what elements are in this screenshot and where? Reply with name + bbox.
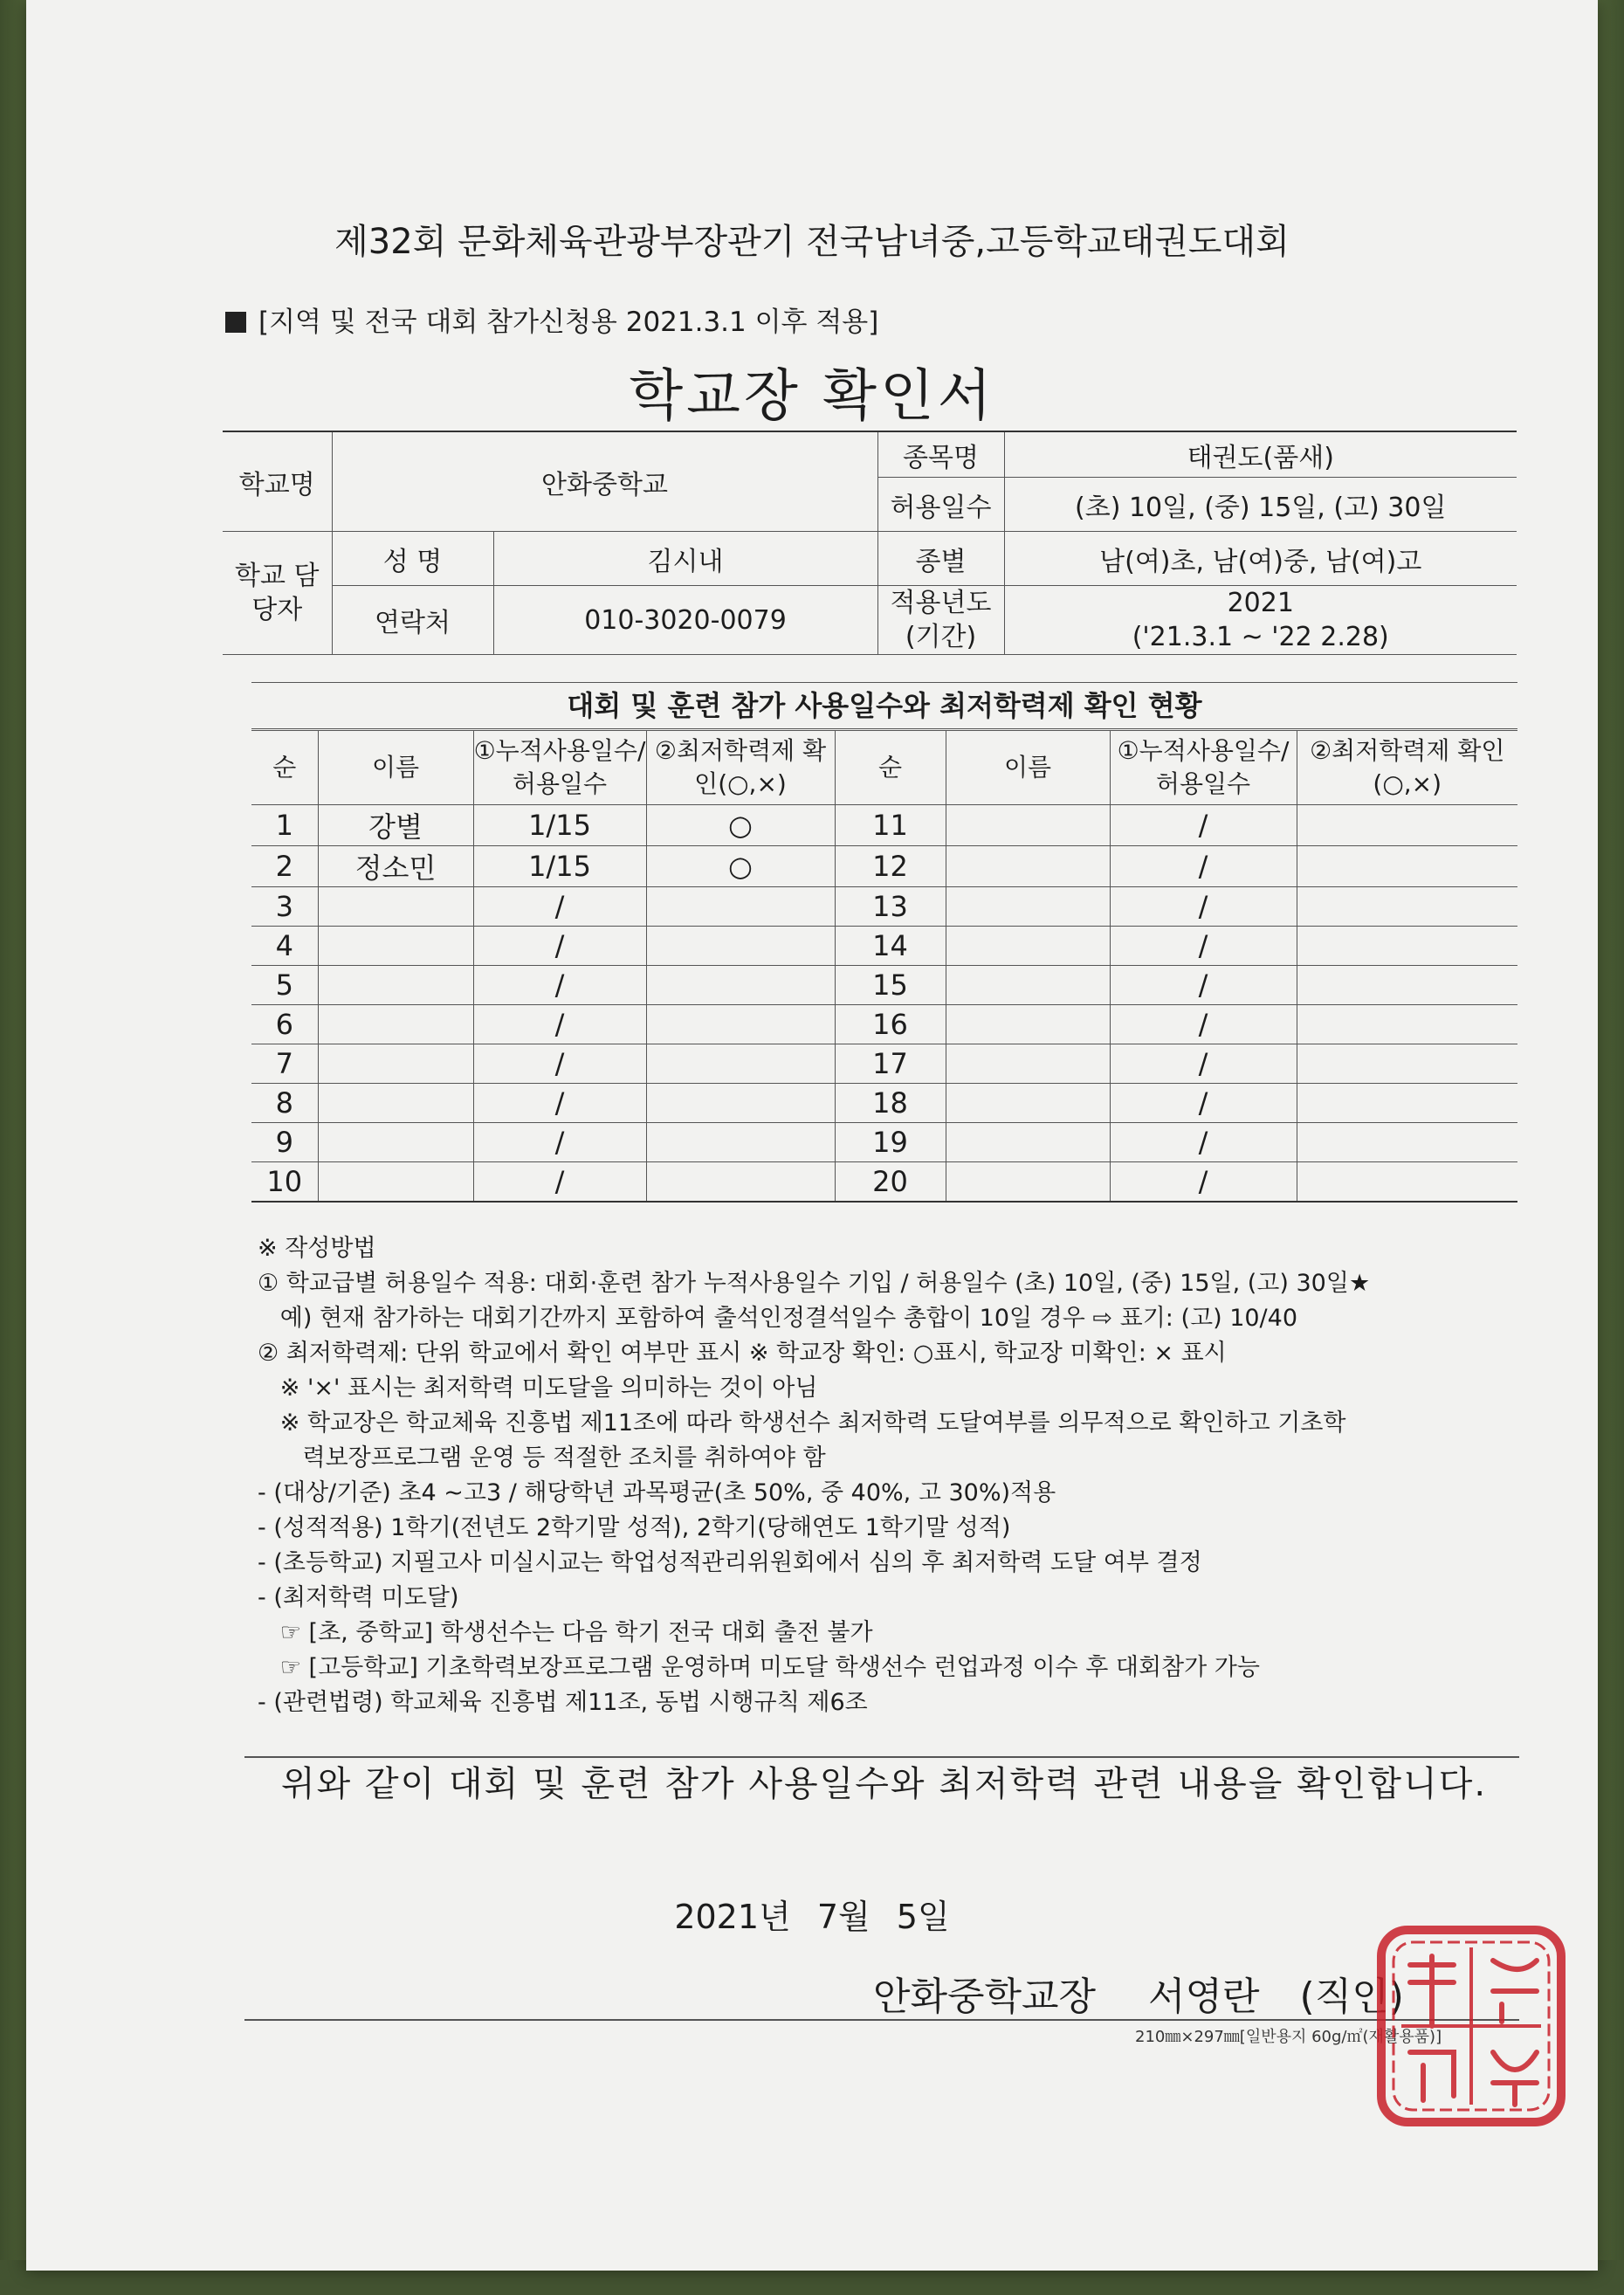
table-cell: 16 xyxy=(835,1005,946,1044)
confirmation-text: 위와 같이 대회 및 훈련 참가 사용일수와 최저학력 관련 내용을 확인합니다. xyxy=(281,1764,1488,1804)
divider xyxy=(244,2019,1519,2021)
table-cell xyxy=(1297,1005,1517,1044)
table-cell xyxy=(318,927,473,966)
table-cell xyxy=(946,927,1110,966)
table-cell xyxy=(1297,1123,1517,1162)
table-cell: 1 xyxy=(251,805,318,846)
table-cell: 11 xyxy=(835,805,946,846)
table-cell: 2 xyxy=(251,846,318,887)
table-row xyxy=(251,805,1517,846)
table-cell xyxy=(646,1162,835,1203)
table-cell: 5 xyxy=(251,966,318,1005)
table-cell: 8 xyxy=(251,1084,318,1123)
table-row xyxy=(251,1084,1517,1123)
table-row xyxy=(251,927,1517,966)
phone-value: 010-3020-0079 xyxy=(493,586,877,655)
table-row xyxy=(251,1005,1517,1044)
table-cell xyxy=(946,846,1110,887)
note-line: ※ '×' 표시는 최저학력 미도달을 의미하는 것이 아님 xyxy=(258,1375,818,1402)
note-line: - (성적적용) 1학기(전년도 2학기말 성적), 2학기(당해연도 1학기말 성적) xyxy=(258,1514,1011,1541)
header-cell: ①누적사용일수/ 허용일수 xyxy=(473,731,646,805)
table-cell: 12 xyxy=(835,846,946,887)
table-cell xyxy=(318,1005,473,1044)
table-cell xyxy=(318,1162,473,1203)
table-cell: / xyxy=(1110,805,1297,846)
table-cell: / xyxy=(473,1044,646,1084)
table-row xyxy=(251,1123,1517,1162)
phone-label: 연락처 xyxy=(332,586,493,655)
event-label: 종목명 xyxy=(877,431,1004,478)
note-line: 력보장프로그램 운영 등 적절한 조치를 취하여야 함 xyxy=(258,1444,826,1471)
paper-spec: 210㎜×297㎜[일반용지 60g/㎡(재활용품)] xyxy=(1135,2028,1442,2046)
header-cell: ②최저학력제 확인(○,×) xyxy=(646,731,835,805)
table-cell xyxy=(646,1044,835,1084)
table-cell xyxy=(946,1123,1110,1162)
table-cell: 13 xyxy=(835,887,946,927)
note-line: ② 최저학력제: 단위 학교에서 확인 여부만 표시 ※ 학교장 확인: ○표시, 학교장 미확인: × 표시 xyxy=(258,1340,1227,1367)
school-label: 학교명 xyxy=(223,431,332,532)
table-cell xyxy=(1297,805,1517,846)
table-cell xyxy=(1297,1044,1517,1084)
table-cell xyxy=(1297,1162,1517,1203)
table-cell: / xyxy=(1110,846,1297,887)
table-cell xyxy=(646,1123,835,1162)
table-cell xyxy=(1297,966,1517,1005)
table-cell: 6 xyxy=(251,1005,318,1044)
period-value: ('21.3.1 ~ '22 2.28) xyxy=(1132,622,1389,652)
section-title: 대회 및 훈련 참가 사용일수와 최저학력제 확인 현황 xyxy=(251,682,1517,729)
table-cell: / xyxy=(473,1005,646,1044)
table-cell: ○ xyxy=(646,846,835,887)
table-row xyxy=(251,1162,1517,1203)
table-cell xyxy=(1297,846,1517,887)
division-value: 남(여)초, 남(여)중, 남(여)고 xyxy=(1004,532,1517,586)
table-cell: 4 xyxy=(251,927,318,966)
table-cell xyxy=(1297,927,1517,966)
table-cell xyxy=(946,1084,1110,1123)
signature-line xyxy=(873,1965,1404,2021)
subtitle-text: [지역 및 전국 대회 참가신청용 2021.3.1 이후 적용] xyxy=(258,307,879,338)
header-cell: 순 xyxy=(835,731,946,805)
table-cell: 18 xyxy=(835,1084,946,1123)
table-cell: 15 xyxy=(835,966,946,1005)
table-cell xyxy=(318,887,473,927)
table-cell: / xyxy=(473,927,646,966)
table-row xyxy=(251,846,1517,887)
table-cell: 17 xyxy=(835,1044,946,1084)
header-cell: 순 xyxy=(251,731,318,805)
table-cell: / xyxy=(1110,887,1297,927)
name-value: 김시내 xyxy=(493,532,877,586)
instructions xyxy=(258,1231,1515,1720)
document-title: 학교장 확인서 xyxy=(629,364,995,429)
name-label: 성 명 xyxy=(332,532,493,586)
table-cell xyxy=(946,887,1110,927)
table-cell: 강별 xyxy=(318,805,473,846)
official-seal-stamp xyxy=(1371,1921,1572,2131)
header-cell: 이름 xyxy=(946,731,1110,805)
table-cell: / xyxy=(1110,1162,1297,1203)
allowed-days-label: 허용일수 xyxy=(877,478,1004,532)
table-header-row xyxy=(251,731,1517,805)
table-cell xyxy=(946,805,1110,846)
allowed-days-value: (초) 10일, (중) 15일, (고) 30일 xyxy=(1004,478,1517,532)
note-line: ☞ [고등학교] 기초학력보장프로그램 운영하며 미도달 학생선수 런업과정 이수 후 대회참가 가능 xyxy=(258,1654,1260,1681)
table-cell xyxy=(318,1123,473,1162)
square-bullet-icon xyxy=(225,312,246,333)
note-line: - (관련법령) 학교체육 진흥법 제11조, 동법 시행규칙 제6조 xyxy=(258,1689,868,1716)
table-cell: / xyxy=(1110,1123,1297,1162)
event-value: 태권도(품새) xyxy=(1004,431,1517,478)
table-cell xyxy=(646,1084,835,1123)
table-row xyxy=(251,1044,1517,1084)
table-cell: / xyxy=(473,1123,646,1162)
table-cell: 3 xyxy=(251,887,318,927)
table-row xyxy=(251,887,1517,927)
table-cell xyxy=(646,966,835,1005)
header-cell: ②최저학력제 확인(○,×) xyxy=(1297,731,1517,805)
table-cell: / xyxy=(1110,1044,1297,1084)
subtitle xyxy=(225,300,878,339)
table-cell: / xyxy=(473,1162,646,1203)
table-cell xyxy=(946,1044,1110,1084)
table-cell: 14 xyxy=(835,927,946,966)
table-cell xyxy=(646,887,835,927)
note-line: ① 학교급별 허용일수 적용: 대회·훈련 참가 누적사용일수 기입 / 허용일수 (초) 10일, (중) 15일, (고) 30일★ xyxy=(258,1270,1371,1297)
table-cell: / xyxy=(473,887,646,927)
principal-title: 안화중학교장 xyxy=(873,1975,1097,2019)
note-line: ※ 학교장은 학교체육 진흥법 제11조에 따라 학생선수 최저학력 도달여부를 의무적으로 확인하고 기초학 xyxy=(258,1409,1346,1437)
table-cell xyxy=(1297,1084,1517,1123)
table-cell xyxy=(946,966,1110,1005)
seal-label: (직인) xyxy=(1299,1975,1404,2019)
year-value: 2021 xyxy=(1227,588,1294,618)
header-cell: ①누적사용일수/ 허용일수 xyxy=(1110,731,1297,805)
principal-name: 서영란 xyxy=(1148,1975,1260,2019)
table-cell: / xyxy=(1110,927,1297,966)
note-line: ☞ [초, 중학교] 학생선수는 다음 학기 전국 대회 출전 불가 xyxy=(258,1619,873,1646)
participants-table xyxy=(251,730,1517,1203)
table-cell xyxy=(646,927,835,966)
school-value: 안화중학교 xyxy=(332,431,877,532)
contact-label: 학교 담당자 xyxy=(223,532,332,655)
table-cell: 1/15 xyxy=(473,846,646,887)
event-title: 제32회 문화체육관광부장관기 전국남녀중,고등학교태권도대회 xyxy=(334,222,1290,262)
table-cell: / xyxy=(473,966,646,1005)
issue-date: 2021년 7월 5일 xyxy=(674,1898,950,1936)
table-cell: 9 xyxy=(251,1123,318,1162)
year-label: 적용년도 (기간) xyxy=(877,586,1004,655)
table-cell: 7 xyxy=(251,1044,318,1084)
table-cell: 정소민 xyxy=(318,846,473,887)
note-line: ※ 작성방법 xyxy=(258,1235,376,1262)
table-cell: / xyxy=(1110,1084,1297,1123)
table-cell: 1/15 xyxy=(473,805,646,846)
table-cell xyxy=(1297,887,1517,927)
table-cell: 10 xyxy=(251,1162,318,1203)
year-cell xyxy=(1004,586,1517,655)
table-row xyxy=(251,966,1517,1005)
note-line: 예) 현재 참가하는 대회기간까지 포함하여 출석인정결석일수 총합이 10일 경우 ⇨ 표기: (고) 10/40 xyxy=(258,1305,1298,1332)
table-cell xyxy=(318,966,473,1005)
table-cell xyxy=(946,1162,1110,1203)
table-cell: / xyxy=(473,1084,646,1123)
document-page xyxy=(26,0,1598,2271)
table-cell xyxy=(946,1005,1110,1044)
info-table xyxy=(223,431,1517,655)
table-cell: / xyxy=(1110,1005,1297,1044)
division-label: 종별 xyxy=(877,532,1004,586)
table-cell: 20 xyxy=(835,1162,946,1203)
note-line: - (초등학교) 지필고사 미실시교는 학업성적관리위원회에서 심의 후 최저학력 도달 여부 결정 xyxy=(258,1549,1202,1576)
note-line: - (최저학력 미도달) xyxy=(258,1584,459,1611)
table-cell xyxy=(318,1084,473,1123)
table-cell xyxy=(318,1044,473,1084)
table-cell: 19 xyxy=(835,1123,946,1162)
table-cell: ○ xyxy=(646,805,835,846)
table-cell: / xyxy=(1110,966,1297,1005)
note-line: - (대상/기준) 초4 ~고3 / 해당학년 과목평균(초 50%, 중 40%, 고 30%)적용 xyxy=(258,1479,1056,1506)
table-cell xyxy=(646,1005,835,1044)
header-cell: 이름 xyxy=(318,731,473,805)
